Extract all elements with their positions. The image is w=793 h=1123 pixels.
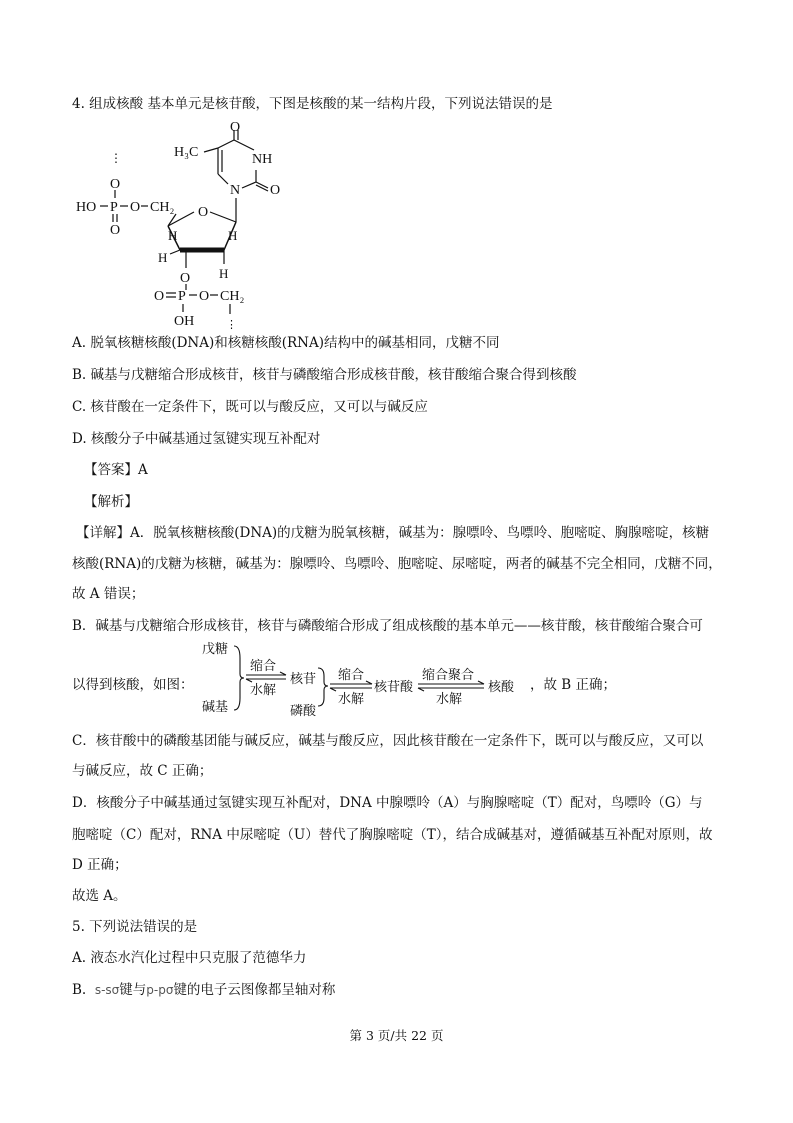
scheme-condense-2: 缩合 xyxy=(338,667,365,682)
option-a: A. 脱氧核糖核酸(DNA)和核糖核酸(RNA)结构中的碱基相同，戊糖不同 xyxy=(72,335,500,351)
phosphate-o-top: O xyxy=(110,177,121,192)
ch2-1-label: CH₂ xyxy=(150,200,175,215)
nucleic-acid-scheme xyxy=(196,638,526,718)
o-top-label: O xyxy=(230,120,241,135)
option-c: C. 核苷酸在一定条件下，既可以与酸反应，又可以与碱反应 xyxy=(72,399,428,415)
scheme-nucleic-acid: 核酸 xyxy=(488,679,515,694)
p1-label: P xyxy=(110,200,118,215)
scheme-condense-1: 缩合 xyxy=(250,658,277,673)
option-b-prefix: B. xyxy=(72,982,87,998)
scheme-hydrolysis-1: 水解 xyxy=(250,682,277,697)
o-double-1-label: O xyxy=(110,223,121,238)
scheme-base: 碱基 xyxy=(202,699,229,714)
explanation-b-conclusion: ，故 B 正确； xyxy=(530,677,617,693)
scheme-polymerize: 缩合聚合 xyxy=(422,667,475,682)
option-b-joiner: 键与 xyxy=(119,982,147,998)
h2-label: H xyxy=(228,228,238,243)
o-bond-label: O xyxy=(130,200,141,215)
h1-label: H xyxy=(168,228,178,243)
ch2-2-label: CH₂ xyxy=(220,289,245,304)
explanation-line-8: 与碱反应，故 C 正确； xyxy=(72,763,213,779)
scheme-nucleotide: 核苷酸 xyxy=(374,679,414,694)
sigma-pp-symbol: p-pσ xyxy=(146,983,174,997)
explanation-line-12: 故选 A。 xyxy=(72,888,127,904)
answer-tag: 【答案】A xyxy=(84,462,148,478)
n-label: N xyxy=(230,183,241,198)
explanation-line-7: C．核苷酸中的磷酸基团能与碱反应，碱基与酸反应，因此核苷酸在一定条件下，既可以与酸反应，又可以 xyxy=(72,733,704,749)
analysis-tag: 【解析】 xyxy=(84,494,138,510)
question-5-stem: 5. 下列说法错误的是 xyxy=(72,919,198,935)
option-d: D. 核酸分子中碱基通过氢键实现互补配对 xyxy=(72,431,321,447)
h4-label: H xyxy=(219,266,229,281)
nh-label: NH xyxy=(252,152,273,167)
question-5-option-b xyxy=(72,980,335,1000)
explanation-line-3: 故 A 错误； xyxy=(72,586,145,602)
explanation-line-9: D．核酸分子中碱基通过氢键实现互补配对，DNA 中腺嘌呤（A）与胸腺嘧啶（T）配对，鸟嘌呤（G）与 xyxy=(72,795,703,811)
question-4-stem: 4. 组成核酸 基本单元是核苷酸，下图是核酸的某一结构片段，下列说法错误的是 xyxy=(72,96,553,112)
scheme-phosphate: 磷酸 xyxy=(290,703,317,718)
question-5-option-a: A. 液态水汽化过程中只克服了范德华力 xyxy=(72,950,307,966)
explanation-line-5: 以得到核酸，如图： xyxy=(72,677,194,693)
page-footer: 第 3 页/共 22 页 xyxy=(349,1028,444,1043)
sigma-ss-symbol: s-sσ xyxy=(94,983,120,997)
oh-label: OH xyxy=(174,314,195,329)
dots-bottom: ⋮ xyxy=(226,319,237,331)
explanation-line-10: 胞嘧啶（C）配对，RNA 中尿嘧啶（U）替代了胸腺嘧啶（T），结合成碱基对，遵循碱基互补配对原则，故 xyxy=(72,827,713,843)
o-3-label: O xyxy=(180,271,191,286)
explanation-line-4: B．碱基与戊糖缩合形成核苷，核苷与磷酸缩合形成了组成核酸的基本单元——核苷酸，核苷酸缩合聚合可 xyxy=(72,618,703,634)
explanation-line-2: 核酸(RNA)的戊糖为核糖，碱基为：腺嘌呤、鸟嘌呤、胞嘧啶、尿嘧啶，两者的碱基不完全相同，戊糖不同， xyxy=(72,556,722,572)
scheme-hydrolysis-3: 水解 xyxy=(436,691,463,706)
p2-label: P xyxy=(178,289,186,304)
ho-label: HO xyxy=(76,200,97,215)
scheme-hydrolysis-2: 水解 xyxy=(338,691,365,706)
h3-label: H xyxy=(158,250,168,265)
ring-o-label: O xyxy=(198,205,209,220)
scheme-pentose: 戊糖 xyxy=(202,641,229,656)
option-b: B. 碱基与戊糖缩合形成核苷，核苷与磷酸缩合形成核苷酸，核苷酸缩合聚合得到核酸 xyxy=(72,367,577,383)
o-right-label: O xyxy=(270,183,281,198)
nucleotide-structure-diagram xyxy=(70,118,300,333)
dots-top: ⋮ xyxy=(110,151,122,165)
option-b-suffix: 键的电子云图像都呈轴对称 xyxy=(173,982,336,998)
explanation-line-11: D 正确； xyxy=(72,857,128,873)
explanation-line-1: 【详解】A．脱氧核糖核酸(DNA)的戊糖为脱氧核糖，碱基为：腺嘌呤、鸟嘌呤、胞嘧啶、胸腺嘧啶，核糖 xyxy=(76,525,710,541)
o-ester-label: O xyxy=(199,289,210,304)
o-double-2-label: O xyxy=(154,289,165,304)
scheme-nucleoside: 核苷 xyxy=(290,671,317,686)
ch3-label: H₃C xyxy=(174,145,199,160)
